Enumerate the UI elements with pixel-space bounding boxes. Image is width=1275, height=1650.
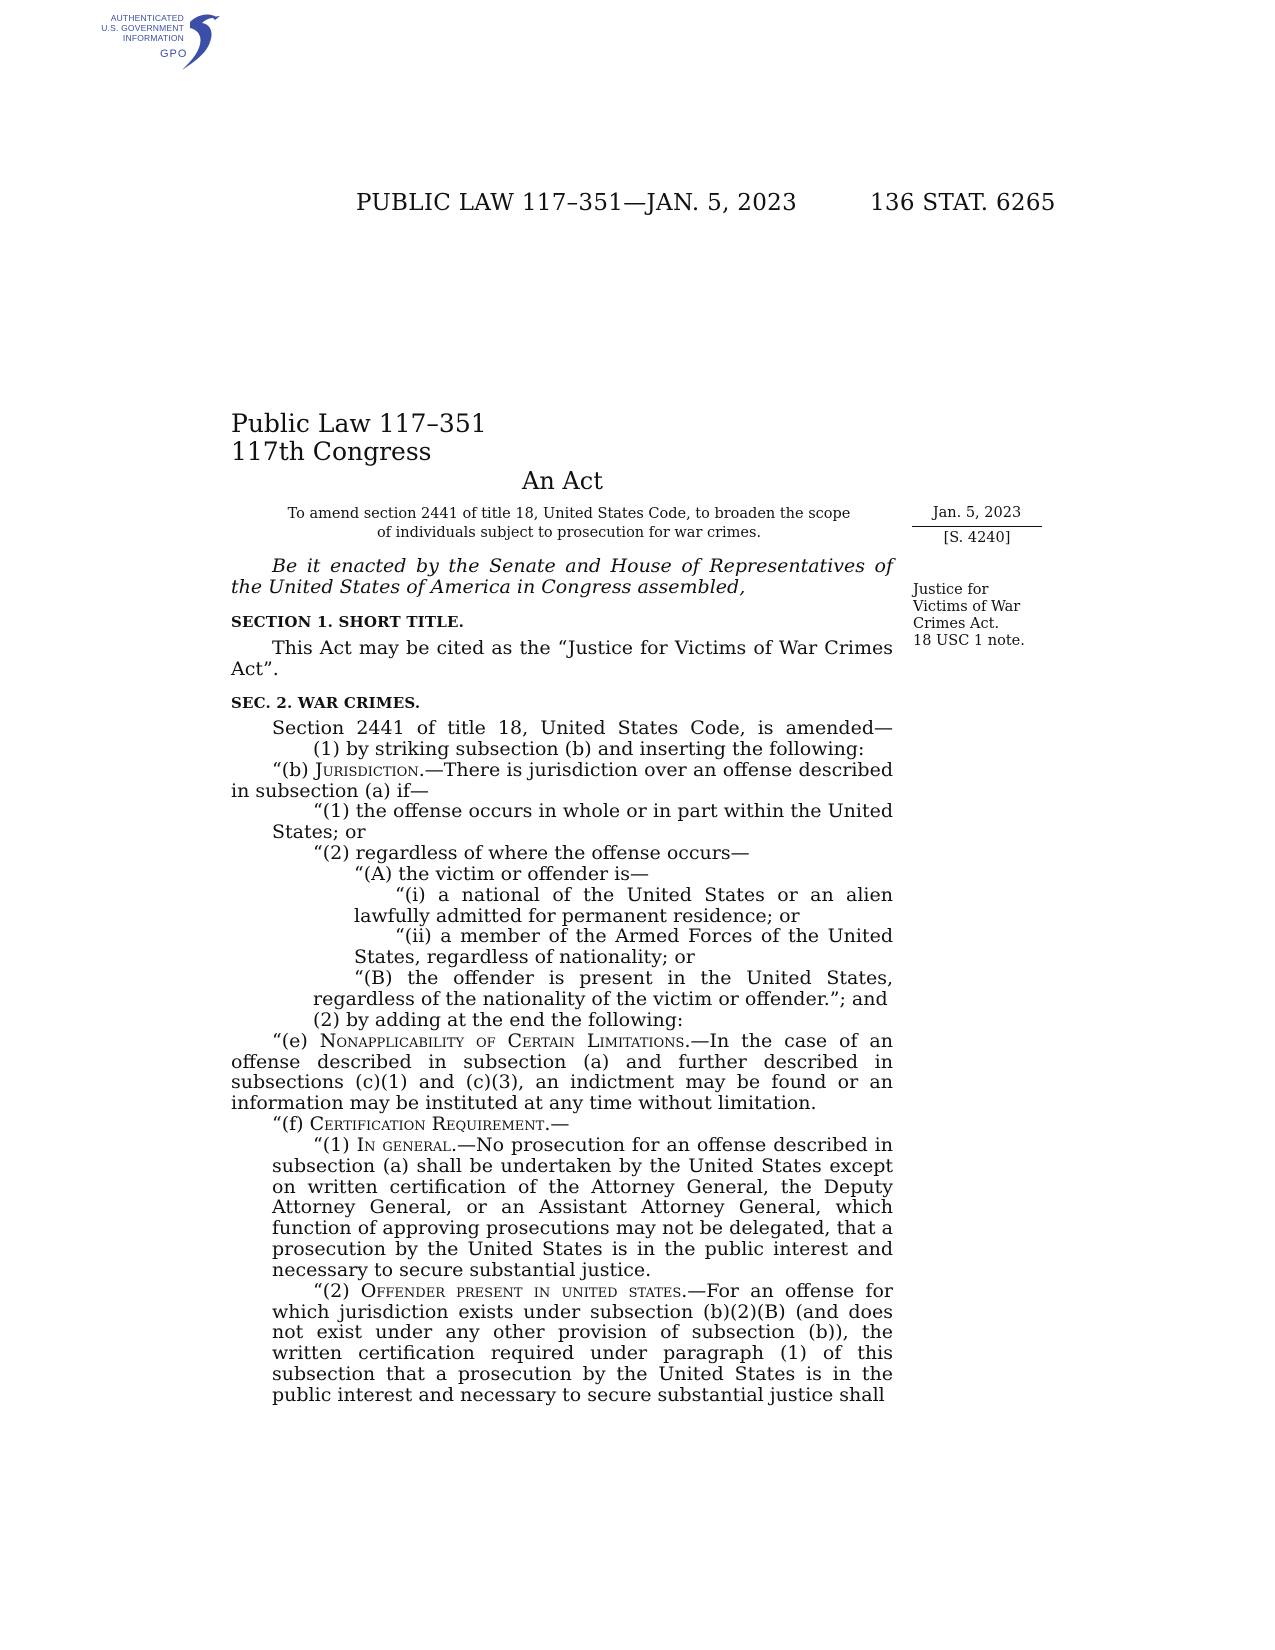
section-2-intro: Section 2441 of title 18, United States Code, is amended— <box>272 717 893 739</box>
public-law-number: Public Law 117–351 <box>231 409 487 438</box>
section-1-heading: SECTION 1. SHORT TITLE. <box>231 613 465 631</box>
margin-note-line: Victims of War <box>913 599 1021 615</box>
margin-note-line: Crimes Act. <box>913 616 1000 632</box>
subparagraph-b2A: “(A) the victim or offender is— <box>354 862 650 885</box>
subsection-e-prefix: “(e) <box>272 1029 320 1052</box>
logo-text-authenticated: AUTHENTICATED <box>110 13 184 23</box>
logo-text-information: INFORMATION <box>122 33 184 43</box>
paragraph-f1-prefix: “(1) <box>313 1133 357 1156</box>
subsection-e <box>231 1031 893 1114</box>
act-heading: An Act <box>522 467 603 495</box>
section-1-text: This Act may be cited as the “Justice for Victims of War Crimes Act”. <box>231 637 893 680</box>
paragraph-f2-heading: Offender present in united states <box>360 1279 682 1302</box>
subparagraph-b2B: “(B) the offender is present in the United States, regardless of the nationality of the victim or offender.”; and <box>313 967 893 1010</box>
running-head-law-citation: PUBLIC LAW 117–351—JAN. 5, 2023 <box>356 190 798 216</box>
amendment-item-1: (1) by striking subsection (b) and inserting the following: <box>313 737 865 760</box>
amendment-item-2: (2) by adding at the end the following: <box>313 1008 684 1031</box>
paragraph-f2 <box>231 1281 893 1406</box>
logo-text-government: U.S. GOVERNMENT <box>101 23 184 33</box>
paragraph-f2-prefix: “(2) <box>313 1279 361 1302</box>
section-1-body <box>231 638 893 680</box>
paragraph-b2: “(2) regardless of where the offense occurs— <box>313 842 750 865</box>
subsection-f-prefix: “(f) <box>272 1113 310 1136</box>
section-2-heading: SEC. 2. WAR CRIMES. <box>231 694 421 712</box>
margin-note-line: Justice for <box>913 582 989 598</box>
subsection-f-heading: Certification Requirement <box>309 1113 545 1136</box>
eagle-icon <box>86 8 236 78</box>
margin-note-short-title <box>913 582 1043 650</box>
paragraph-b1: “(1) the offense occurs in whole or in part within the United States; or <box>272 800 893 844</box>
congress-number: 117th Congress <box>231 437 432 466</box>
margin-date: Jan. 5, 2023 <box>932 505 1022 521</box>
paragraph-f1 <box>231 1135 893 1281</box>
margin-bill-number: [S. 4240] <box>943 530 1011 546</box>
margin-divider <box>912 526 1042 527</box>
logo-text-gpo: GPO <box>160 48 188 60</box>
subsection-b <box>231 760 893 802</box>
subsection-b-text: .—There is jurisdiction over an offense described in subsection (a) if— <box>231 758 893 802</box>
clause-b2Aii <box>231 926 893 968</box>
subsection-e-heading: Nonapplicability of Certain Limitations <box>319 1029 685 1052</box>
clause-b2Aii-text: “(ii) a member of the Armed Forces of the United States, regardless of nationality; or <box>354 925 893 969</box>
paragraph-f2-text: .—For an offense for which jurisdiction exists under subsection (b)(2)(B) (and does not exist under any other provision of subsection (b)), the written certification required under paragraph (1) of this subsection that a prosecution by the United States is in the public interest and necessary to secure substantial justice shall <box>272 1279 893 1406</box>
running-head-stat-page: 136 STAT. 6265 <box>870 190 1056 216</box>
subsection-f-text: .— <box>544 1113 570 1136</box>
clause-b2Ai-text: “(i) a national of the United States or an alien lawfully admitted for permanent residence; or <box>354 883 893 927</box>
act-purpose <box>272 505 866 543</box>
paragraph-f1-text: .—No prosecution for an offense described in subsection (a) shall be undertaken by the United States except on written certification of the Attorney General, the Deputy Attorney General, or an Assistant Attorney General, which function of approving prosecutions may not be delegated, that a prosecution by the United States is in the public interest and necessary to secure substantial justice. <box>272 1133 894 1281</box>
margin-note-line: 18 USC 1 note. <box>913 633 1025 649</box>
subsection-b-prefix: “(b) <box>272 758 315 781</box>
gpo-authentication-logo <box>86 8 236 78</box>
enacting-clause: Be it enacted by the Senate and House of Representatives of the United States of America in Congress assembled, <box>231 555 893 598</box>
section-2-body <box>231 718 893 1406</box>
subsection-f <box>231 1114 893 1135</box>
enacting-clause-block <box>231 556 893 598</box>
purpose-line: To amend section 2441 of title 18, United States Code, to broaden the scope <box>287 506 851 522</box>
subsection-e-text: .—In the case of an offense described in subsection (a) and further described in subsections (c)(1) and (c)(3), an indictment may be found or an information may be instituted at any time without limitation. <box>231 1029 893 1115</box>
clause-b2Ai <box>231 885 893 927</box>
subsection-b-heading: Jurisdiction <box>314 758 419 781</box>
paragraph-f1-heading: In general <box>356 1133 451 1156</box>
purpose-line: of individuals subject to prosecution for war crimes. <box>376 525 762 541</box>
